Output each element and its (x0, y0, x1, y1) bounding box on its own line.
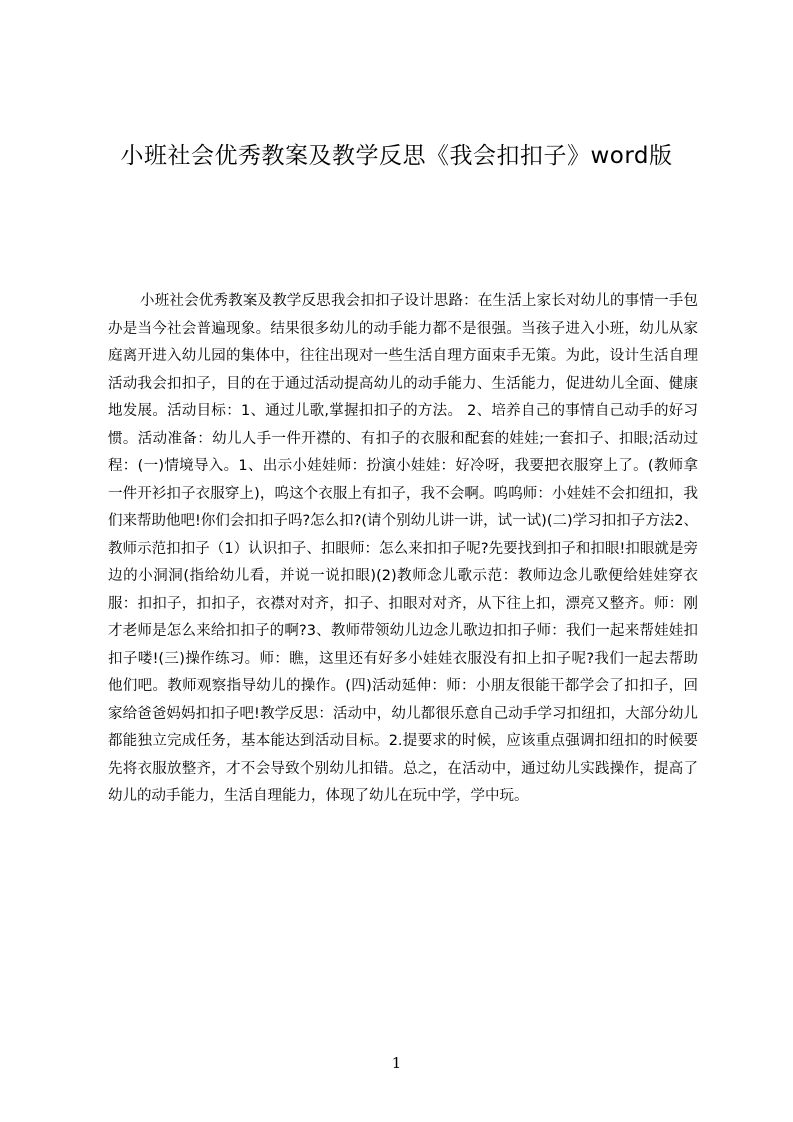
body-paragraph: 小班社会优秀教案及教学反思我会扣扣子设计思路：在生活上家长对幼儿的事情一手包办是当今社会普遍现象。结果很多幼儿的动手能力都不是很强。当孩子进入小班，幼儿从家庭离开进入幼儿园的集体中，往往出现对一些生活自理方面束手无策。为此，设计生活自理活动我会扣扣子，目的在于通过活动提高幼儿的动手能力、生活能力，促进幼儿全面、健康地发展。活动目标：1、通过儿歌,掌握扣扣子的方法。 2、培养自己的事情自己动手的好习惯。活动准备：幼儿人手一件开襟的、有扣子的衣服和配套的娃娃;一套扣子、扣眼;活动过程：(一)情境导入。1、出示小娃娃师：扮演小娃娃：好冷呀，我要把衣服穿上了。(教师拿一件开衫扣子衣服穿上)，呜这个衣服上有扣子，我不会啊。呜呜师：小娃娃不会扣纽扣，我们来帮助他吧!你们会扣扣子吗?怎么扣?(请个别幼儿讲一讲，试一试)(二)学习扣扣子方法2、教师示范扣扣子（1）认识扣子、扣眼师：怎么来扣扣子呢?先要找到扣子和扣眼!扣眼就是旁边的小洞洞(指给幼儿看，并说一说扣眼)(2)教师念儿歌示范：教师边念儿歌便给娃娃穿衣服：扣扣子，扣扣子，衣襟对对齐，扣子、扣眼对对齐，从下往上扣，漂亮又整齐。师：刚才老师是怎么来给扣扣子的啊?3、教师带领幼儿边念儿歌边扣扣子师：我们一起来帮娃娃扣扣子喽!(三)操作练习。师：瞧，这里还有好多小娃娃衣服没有扣上扣子呢?我们一起去帮助他们吧。教师观察指导幼儿的操作。(四)活动延伸：师：小朋友很能干都学会了扣扣子，回家给爸爸妈妈扣扣子吧!教学反思：活动中，幼儿都很乐意自己动手学习扣纽扣，大部分幼儿都能独立完成任务，基本能达到活动目标。2.提要求的时候，应该重点强调扣纽扣的时候要先将衣服放整齐，才不会导致个别幼儿扣错。总之，在活动中，通过幼儿实践操作，提高了幼儿的动手能力，生活自理能力，体现了幼儿在玩中学，学中玩。 (108, 293, 698, 804)
page-number: 1 (391, 1054, 402, 1072)
document-title: 小班社会优秀教案及教学反思《我会扣扣子》word版 (120, 143, 673, 169)
